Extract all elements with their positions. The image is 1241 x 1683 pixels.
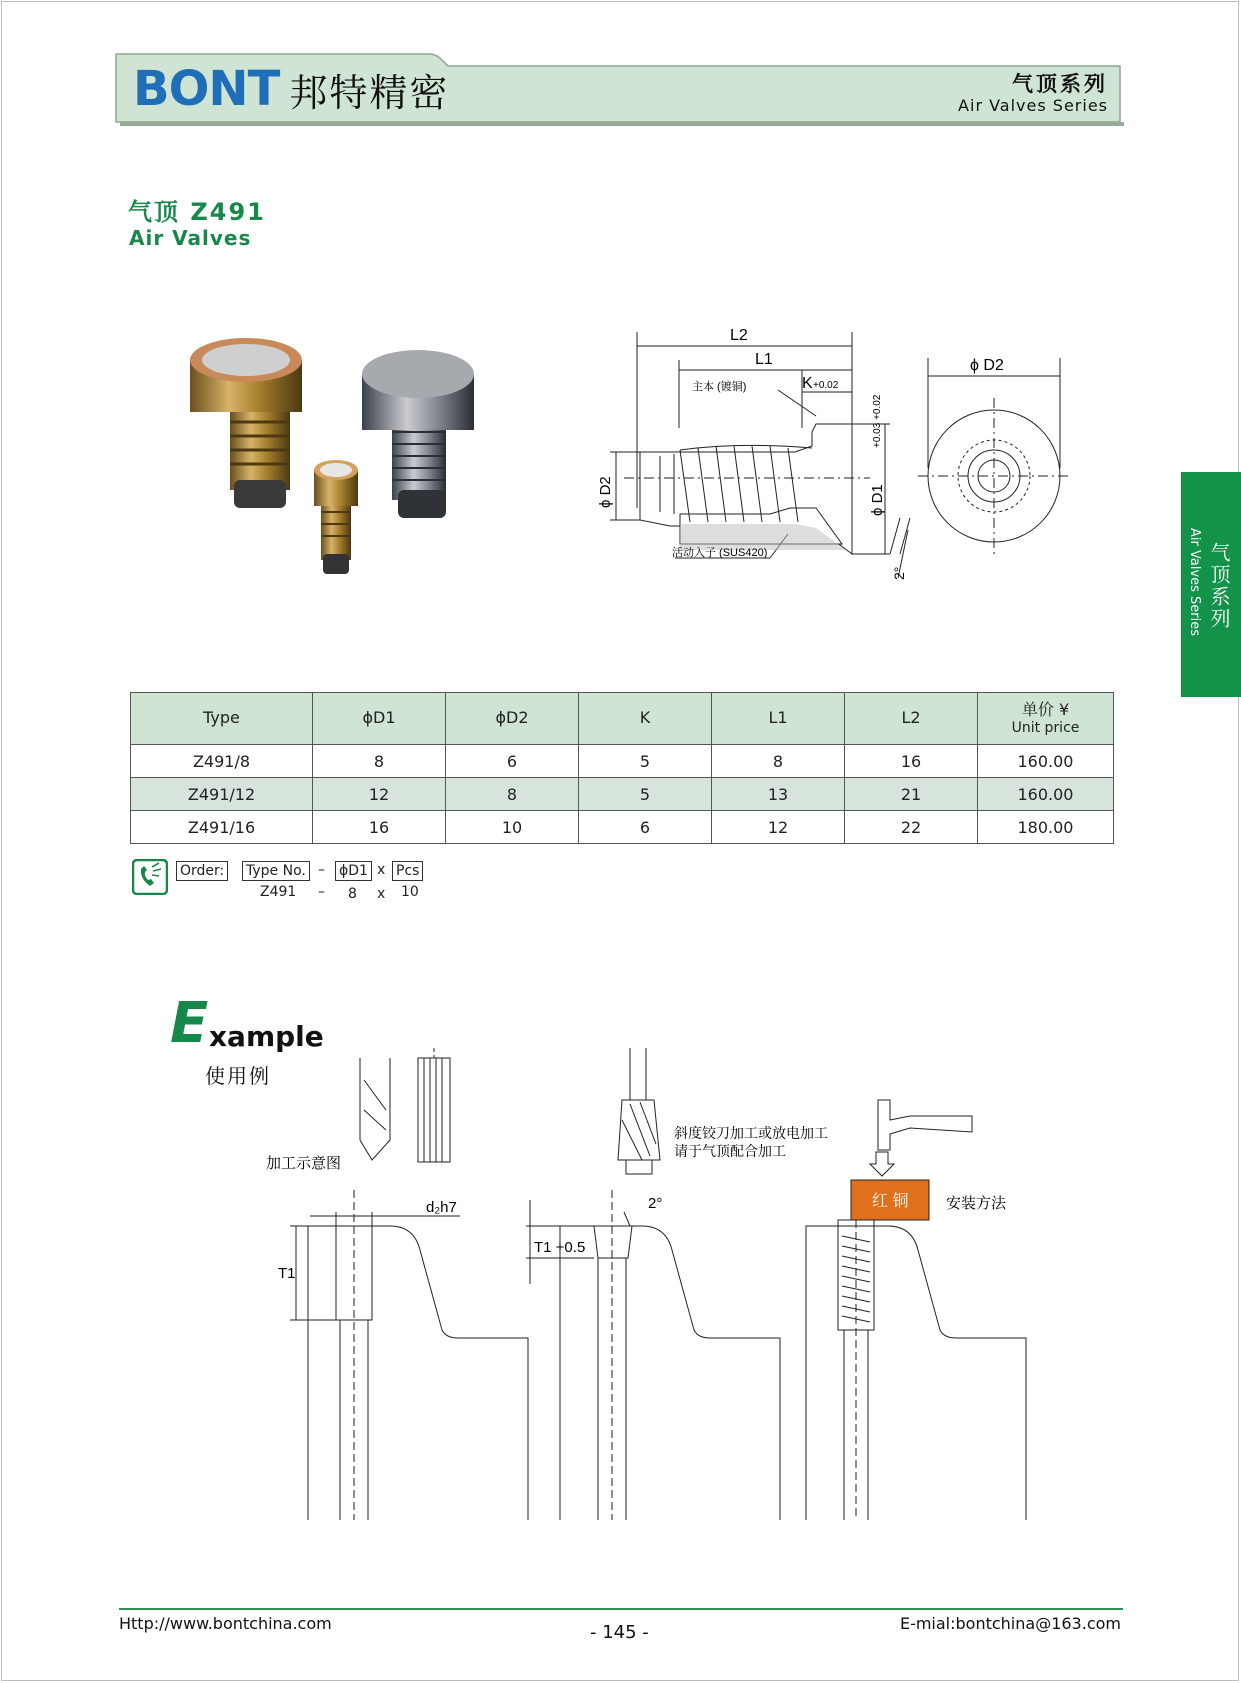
cell-l1: 13 [712, 778, 845, 811]
product-subtitle: Air Valves [129, 226, 252, 250]
table-row [131, 811, 1114, 844]
dim-label-d2: ϕ D2 [597, 476, 614, 508]
spec-table [130, 692, 1114, 844]
reamer-note-1: 斜度铰刀加工或放电加工 [674, 1125, 828, 1141]
footer-website-link[interactable]: Http://www.bontchina.com [119, 1614, 332, 1633]
product-title: 气顶 Z491 [128, 198, 266, 226]
example-heading: xample [209, 1020, 324, 1053]
cell-price: 160.00 [978, 745, 1114, 778]
cell-d2: 8 [446, 778, 579, 811]
side-tab-en: Air Valves Series [1187, 528, 1202, 637]
t1-tol-label: T1 +0.5 [534, 1239, 586, 1256]
order-x: x [377, 862, 386, 878]
cell-price: 180.00 [978, 811, 1114, 844]
cell-l1: 12 [712, 811, 845, 844]
footer-email-link[interactable]: E-mial:bontchina@163.com [899, 1614, 1121, 1633]
order-pcs: Pcs [392, 861, 423, 881]
dim-label-d1: ϕ D1 [869, 484, 886, 516]
table-row [131, 745, 1114, 778]
cell-type: Z491/16 [131, 811, 313, 844]
dimension-drawing [580, 318, 1080, 608]
dim-label-d1-tol: +0.03 +0.02 [872, 394, 883, 448]
dim-label-angle: 2° [891, 566, 907, 580]
example-figure [250, 1040, 1090, 1520]
cell-k: 6 [579, 811, 712, 844]
dim-label-k: K [802, 375, 813, 392]
company-name-cn: 邦特精密 [289, 70, 450, 115]
angle-label: 2° [648, 1195, 663, 1212]
example-heading-cn: 使用例 [205, 1064, 271, 1088]
brass-valve-small [314, 460, 358, 574]
order-dash: – [318, 862, 325, 878]
order-example-d1: 8 [348, 886, 357, 902]
cell-l2: 16 [845, 745, 978, 778]
page-number: - 145 - [590, 1622, 649, 1643]
phone-icon [132, 859, 168, 895]
footer-divider [119, 1608, 1123, 1610]
cell-price: 160.00 [978, 778, 1114, 811]
order-d1: ϕD1 [335, 861, 372, 881]
table-header-row [131, 693, 1114, 745]
cell-k: 5 [579, 778, 712, 811]
order-example-pcs: 10 [401, 884, 419, 900]
order-example-x: x [377, 886, 386, 902]
col-price [978, 693, 1114, 745]
label-main-body: 主本 (镀铜) [692, 381, 747, 393]
col-k: K [579, 693, 712, 745]
cell-d2: 6 [446, 745, 579, 778]
d2h7-label: d₂h7 [426, 1199, 457, 1216]
dim-label-l1: L1 [755, 351, 773, 368]
dim-label-l2: L2 [730, 327, 748, 344]
label-insert: 活动入子 (SUS420) [672, 547, 768, 559]
side-tab[interactable] [1181, 472, 1241, 697]
cell-d2: 10 [446, 811, 579, 844]
col-d1: ϕD1 [313, 693, 446, 745]
install-label: 安装方法 [946, 1195, 1007, 1212]
order-type-no: Type No. [242, 861, 310, 881]
cell-l1: 8 [712, 745, 845, 778]
logo-word: BONT [133, 61, 280, 117]
cell-d1: 12 [313, 778, 446, 811]
dim-label-k-tol: +0.02 [813, 380, 839, 391]
steel-valve-large [362, 350, 474, 518]
brass-valve-large [190, 338, 302, 508]
series-title-en: Air Valves Series [958, 96, 1108, 115]
series-title-cn: 气顶系列 [1012, 72, 1108, 96]
col-d2: ϕD2 [446, 693, 579, 745]
cell-d1: 8 [313, 745, 446, 778]
side-tab-cn: 气顶系列 [1207, 542, 1231, 630]
table-row [131, 778, 1114, 811]
col-price-en: Unit price [1011, 719, 1080, 736]
product-photo [190, 330, 520, 610]
cell-l2: 22 [845, 811, 978, 844]
col-price-cn: 单价 ¥ [1021, 700, 1070, 720]
copper-label: 红 铜 [872, 1193, 909, 1210]
col-l2: L2 [845, 693, 978, 745]
t1-label: T1 [278, 1265, 296, 1282]
cell-d1: 16 [313, 811, 446, 844]
dim-label-d2-side: ϕ D2 [970, 357, 1004, 374]
col-type: Type [131, 693, 313, 745]
col-l1: L1 [712, 693, 845, 745]
cell-type: Z491/12 [131, 778, 313, 811]
proc-diagram-label: 加工示意图 [266, 1155, 342, 1172]
example-heading-initial: E [170, 991, 209, 1056]
order-label: Order: [176, 861, 228, 881]
reamer-note-2: 请于气顶配合加工 [674, 1143, 786, 1159]
cell-type: Z491/8 [131, 745, 313, 778]
cell-k: 5 [579, 745, 712, 778]
order-example-dash: – [318, 884, 325, 900]
order-example-type: Z491 [260, 884, 297, 900]
brand-logo [133, 62, 449, 116]
cell-l2: 21 [845, 778, 978, 811]
